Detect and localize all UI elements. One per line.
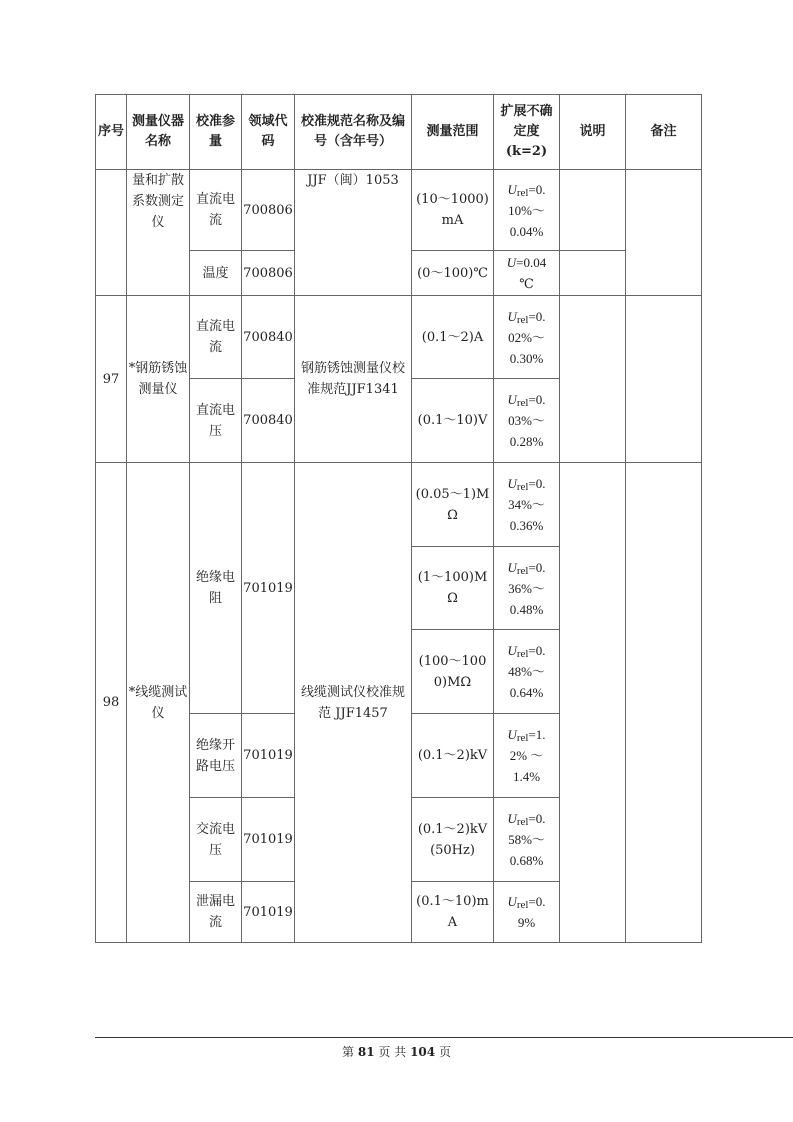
cell-remark <box>626 170 702 296</box>
cell-param: 泄漏电流 <box>190 882 242 943</box>
footer-divider <box>95 1037 793 1038</box>
cell-note <box>560 251 626 296</box>
cell-uncertainty: $U_{rel}=1$. 2% ～ 1.4% <box>494 714 560 798</box>
cell-code: 701019 <box>242 798 295 882</box>
header-spec: 校准规范名称及编号（含年号） <box>295 95 412 170</box>
header-remark: 备注 <box>626 95 702 170</box>
cell-uncertainty: $U_{rel}=0$. 48%～ 0.64% <box>494 630 560 714</box>
header-seq: 序号 <box>96 95 127 170</box>
cell-seq: 98 <box>96 463 127 943</box>
cell-spec: 钢筋锈蚀测量仪校准规范JJF1341 <box>295 296 412 463</box>
cell-range: (0.1～2)kV <box>412 714 494 798</box>
cell-seq <box>96 170 127 296</box>
header-uncertainty: 扩展不确定度 (k=2) <box>494 95 560 170</box>
cell-remark <box>626 296 702 463</box>
page-number: 81 <box>357 1045 375 1059</box>
cell-instrument: *线缆测试仪 <box>127 463 190 943</box>
cell-uncertainty: $U_{rel}=0$. 36%～ 0.48% <box>494 547 560 630</box>
header-row <box>96 95 702 170</box>
cell-range: (0～100)℃ <box>412 251 494 296</box>
header-range: 测量范围 <box>412 95 494 170</box>
cell-note <box>560 170 626 251</box>
cell-param: 绝缘电阻 <box>190 463 242 714</box>
cell-seq: 97 <box>96 296 127 463</box>
header-code: 领域代码 <box>242 95 295 170</box>
header-note: 说明 <box>560 95 626 170</box>
cell-range: (0.05～1)MΩ <box>412 463 494 547</box>
cell-range: (0.1～2)kV (50Hz) <box>412 798 494 882</box>
cell-param: 直流电压 <box>190 379 242 463</box>
page-total: 104 <box>410 1045 436 1059</box>
cell-spec: JJF（闽）1053 <box>295 170 412 296</box>
cell-param: 直流电流 <box>190 170 242 251</box>
cell-uncertainty: $U_{rel}=0$. 10%～ 0.04% <box>494 170 560 251</box>
cell-param: 直流电流 <box>190 296 242 379</box>
cell-code: 701019 <box>242 882 295 943</box>
cell-note <box>560 296 626 463</box>
cell-range: (0.1～10)mA <box>412 882 494 943</box>
header-param: 校准参量 <box>190 95 242 170</box>
page-footer: 第 81 页 共 104 页 <box>342 1045 451 1059</box>
cell-uncertainty: $U_{rel}=0$. 9% <box>494 882 560 943</box>
cell-code: 700840 <box>242 379 295 463</box>
cell-code: 701019 <box>242 714 295 798</box>
cell-uncertainty: $U_{rel}=0$. 58%～ 0.68% <box>494 798 560 882</box>
header-instrument: 测量仪器名称 <box>127 95 190 170</box>
table-row <box>96 463 702 547</box>
cell-uncertainty: $U_{rel}=0$. 03%～ 0.28% <box>494 379 560 463</box>
cell-param: 绝缘开路电压 <box>190 714 242 798</box>
cell-code: 701019 <box>242 463 295 714</box>
cell-spec: 线缆测试仪校准规范 JJF1457 <box>295 463 412 943</box>
cell-code: 700840 <box>242 296 295 379</box>
cell-remark <box>626 463 702 943</box>
cell-param: 交流电压 <box>190 798 242 882</box>
table-row <box>96 296 702 379</box>
cell-uncertainty: $U_{rel}=0$. 02%～ 0.30% <box>494 296 560 379</box>
cell-range: (10～1000)mA <box>412 170 494 251</box>
cell-range: (1～100)MΩ <box>412 547 494 630</box>
cell-param: 温度 <box>190 251 242 296</box>
calibration-table <box>95 94 702 943</box>
cell-instrument: 量和扩散系数测定仪 <box>127 170 190 296</box>
cell-code: 700806 <box>242 170 295 251</box>
table-row <box>96 170 702 251</box>
cell-uncertainty: U=0.04 ℃ <box>494 251 560 296</box>
cell-note <box>560 463 626 943</box>
cell-uncertainty: $U_{rel}=0$. 34%～ 0.36% <box>494 463 560 547</box>
cell-range: (100～1000)MΩ <box>412 630 494 714</box>
cell-code: 700806 <box>242 251 295 296</box>
cell-range: (0.1～10)V <box>412 379 494 463</box>
cell-range: (0.1～2)A <box>412 296 494 379</box>
cell-instrument: *钢筋锈蚀测量仪 <box>127 296 190 463</box>
